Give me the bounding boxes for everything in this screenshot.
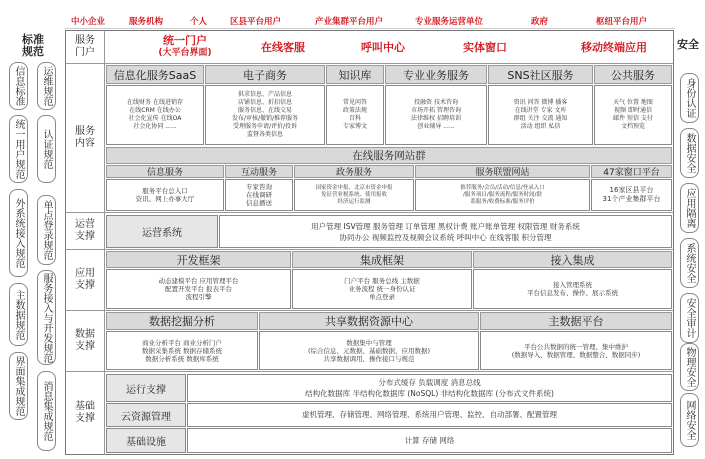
service-detail-public: 天气 位置 地图 视频 即时通信 邮件 短信 支付 文档预览 [594, 85, 672, 145]
user-type-individual: 个人 [190, 17, 208, 27]
cluster-detail-windows: 16家区县平台 31个产业集群平台 [591, 179, 672, 211]
user-type-district-platform: 区县平台用户 [230, 17, 282, 27]
service-header-sns: SNS社区服务 [488, 65, 593, 84]
cluster-detail-interactive: 专家咨询 在线调研 信息播送 [225, 179, 293, 211]
standards-title: 标准规范 [22, 33, 44, 58]
app-detail-integration-framework: 门户平台 服务总线 主数据 业务流程 统一身份认证 单点登录 [292, 269, 472, 309]
security-title: 安全 [677, 38, 699, 51]
base-cloud-resource: 云资源管理 [106, 403, 186, 427]
standard-unified-user: 统一用户规范 [9, 115, 28, 183]
service-detail-knowledge: 常见问答 政策法规 百科 专家博文 [326, 85, 384, 145]
ops-functions: 用户管理 ISV管理 服务管理 订单管理 黑权计费 账户账单管理 权限管理 财务系统 协同办公 视频监控及视频会议系统 呼叫中心 在线客服 积分管理 [219, 215, 672, 248]
standard-message-integration: 消息集成规范 [37, 371, 56, 451]
standard-external-access: 外系统接入规范 [9, 189, 28, 277]
service-header-saas: 信息化服务SaaS [106, 65, 204, 84]
standard-ui-integration: 界面集成规范 [9, 352, 28, 420]
portal-unified[interactable]: 统一门户 (大平台界面) [158, 34, 212, 58]
security-identity: 身份认证 [680, 73, 699, 123]
cluster-sub-info: 信息服务 [106, 165, 224, 178]
base-infrastructure: 基础设施 [106, 428, 186, 453]
app-detail-access-integration: 接入管理系统 平台信息发布、操作、展示系统 [473, 269, 672, 309]
data-header-mining: 数据挖掘分析 [106, 312, 258, 330]
app-header-access-integration: 接入集成 [473, 251, 672, 268]
cluster-detail-government: 国家资金申报、北京市资金申报 免征营业税系统、使用报收 经济运行监测 [294, 179, 414, 211]
user-type-government: 政府 [531, 17, 549, 27]
portal-row [105, 31, 673, 63]
user-type-sme: 中小企业 [71, 17, 106, 27]
portal-mobile-app[interactable]: 移动终端应用 [581, 41, 647, 54]
security-physical: 物理安全 [680, 343, 699, 391]
cluster-sub-windows: 47家窗口平台 [591, 165, 672, 178]
data-header-master-data: 主数据平台 [480, 312, 672, 330]
security-data: 数据安全 [680, 128, 699, 178]
service-detail-sns: 资讯 问答 微博 播客 在线讲堂 专家 文库 群组 关注 交流 通知 活动 组织 私信 [488, 85, 593, 145]
security-system: 系统安全 [680, 238, 699, 288]
cluster-detail-alliance: 推荐服务/会员/活动/信息/登录入口 /服务项目/服务流程/服务时间/联 系服务/收费标准/服务评价 [415, 179, 590, 211]
user-type-professional-operator: 专业服务运营单位 [415, 17, 484, 27]
portal-label: 服务门户 [66, 31, 104, 63]
base-label: 基础支撑 [66, 372, 104, 454]
standard-ops: 运维规范 [37, 62, 56, 110]
data-label: 数据支撑 [66, 311, 104, 371]
portal-online-service[interactable]: 在线客服 [261, 41, 305, 54]
website-cluster-header: 在线服务网站群 [106, 147, 672, 164]
security-network: 网络安全 [680, 393, 699, 447]
user-type-hub-platform: 枢纽平台用户 [596, 17, 648, 27]
service-header-professional: 专业业务服务 [385, 65, 487, 84]
cluster-sub-government: 政务服务 [294, 165, 414, 178]
security-app-isolation: 应用隔离 [680, 183, 699, 233]
data-detail-master-data: 平台公共数据的统一管理、集中维护 (数据导入、数据管理、数据整合、数据同步) [480, 331, 672, 370]
standard-sso: 单点登录规范 [37, 195, 56, 265]
cluster-sub-alliance: 服务联盟网站 [415, 165, 590, 178]
service-label: 服务内容 [66, 64, 104, 212]
top-user-bar [65, 9, 675, 29]
portal-call-center[interactable]: 呼叫中心 [361, 41, 405, 54]
cluster-detail-info: 服务平台总入口 资讯、网上办事大厅 [106, 179, 224, 211]
app-header-integration-framework: 集成框架 [292, 251, 472, 268]
data-detail-mining: 商业分析平台 商业分析门户 数据采集系统 数据存储系统 数据分析系统 数据库系统 [106, 331, 258, 370]
cluster-sub-interactive: 互动服务 [225, 165, 293, 178]
app-header-dev-framework: 开发框架 [106, 251, 291, 268]
service-header-ecommerce: 电子商务 [205, 65, 325, 84]
user-type-industry-cluster: 产业集群平台用户 [315, 17, 384, 27]
security-audit: 安全审计 [680, 293, 699, 343]
standard-auth: 认证规范 [37, 115, 56, 183]
ops-system: 运营系统 [106, 215, 218, 248]
base-runtime-support: 运行支撑 [106, 374, 186, 402]
service-header-knowledge: 知识库 [326, 65, 384, 84]
data-header-shared-resource: 共享数据资源中心 [259, 312, 479, 330]
app-label: 应用支撑 [66, 250, 104, 310]
data-detail-shared-resource: 数据集中与管理 (综合信息、元数据、基础数据、应用数据) 共享数据调用、操作接口与规范 [259, 331, 479, 370]
service-detail-saas: 在线财务 在线进销存 在线CRM 在线办公 社会化宣传 在线OA 社会化协同 ...... [106, 85, 204, 145]
ops-label: 运营支撑 [66, 213, 104, 249]
service-header-public: 公共服务 [594, 65, 672, 84]
base-cloud-detail: 虚机管理、存储管理、网络管理、系统用户管理、监控、自动部署、配置管理 [187, 403, 672, 427]
base-infrastructure-detail: 计算 存储 网络 [187, 428, 672, 453]
base-runtime-detail: 分布式缓存 负载调度 消息总线 结构化数据库 半结构化数据库 (NoSQL) 非结构化数据库 (分布式文件系统) [187, 374, 672, 402]
service-detail-professional: 投融资 技术咨询 市场开拓 管理咨询 法律维权 招聘培训 创业辅导 ...... [385, 85, 487, 145]
standard-info: 信息标准 [9, 62, 28, 110]
app-detail-dev-framework: 动态建模平台 应用管理平台 配置开发平台 报表平台 流程引擎 [106, 269, 291, 309]
user-type-service-agency: 服务机构 [129, 17, 164, 27]
portal-physical-window[interactable]: 实体窗口 [463, 41, 507, 54]
standard-master-data: 主数据规范 [9, 283, 28, 346]
service-detail-ecommerce: 供求信息、产品信息 店铺信息、折扣信息 服务信息、在线交易 发布/审核/撤销/推荐服务 受理服务申请/评价/投诉 监督各类信息 [205, 85, 325, 145]
standard-service-dev: 服务接入与开发规范 [37, 270, 56, 365]
